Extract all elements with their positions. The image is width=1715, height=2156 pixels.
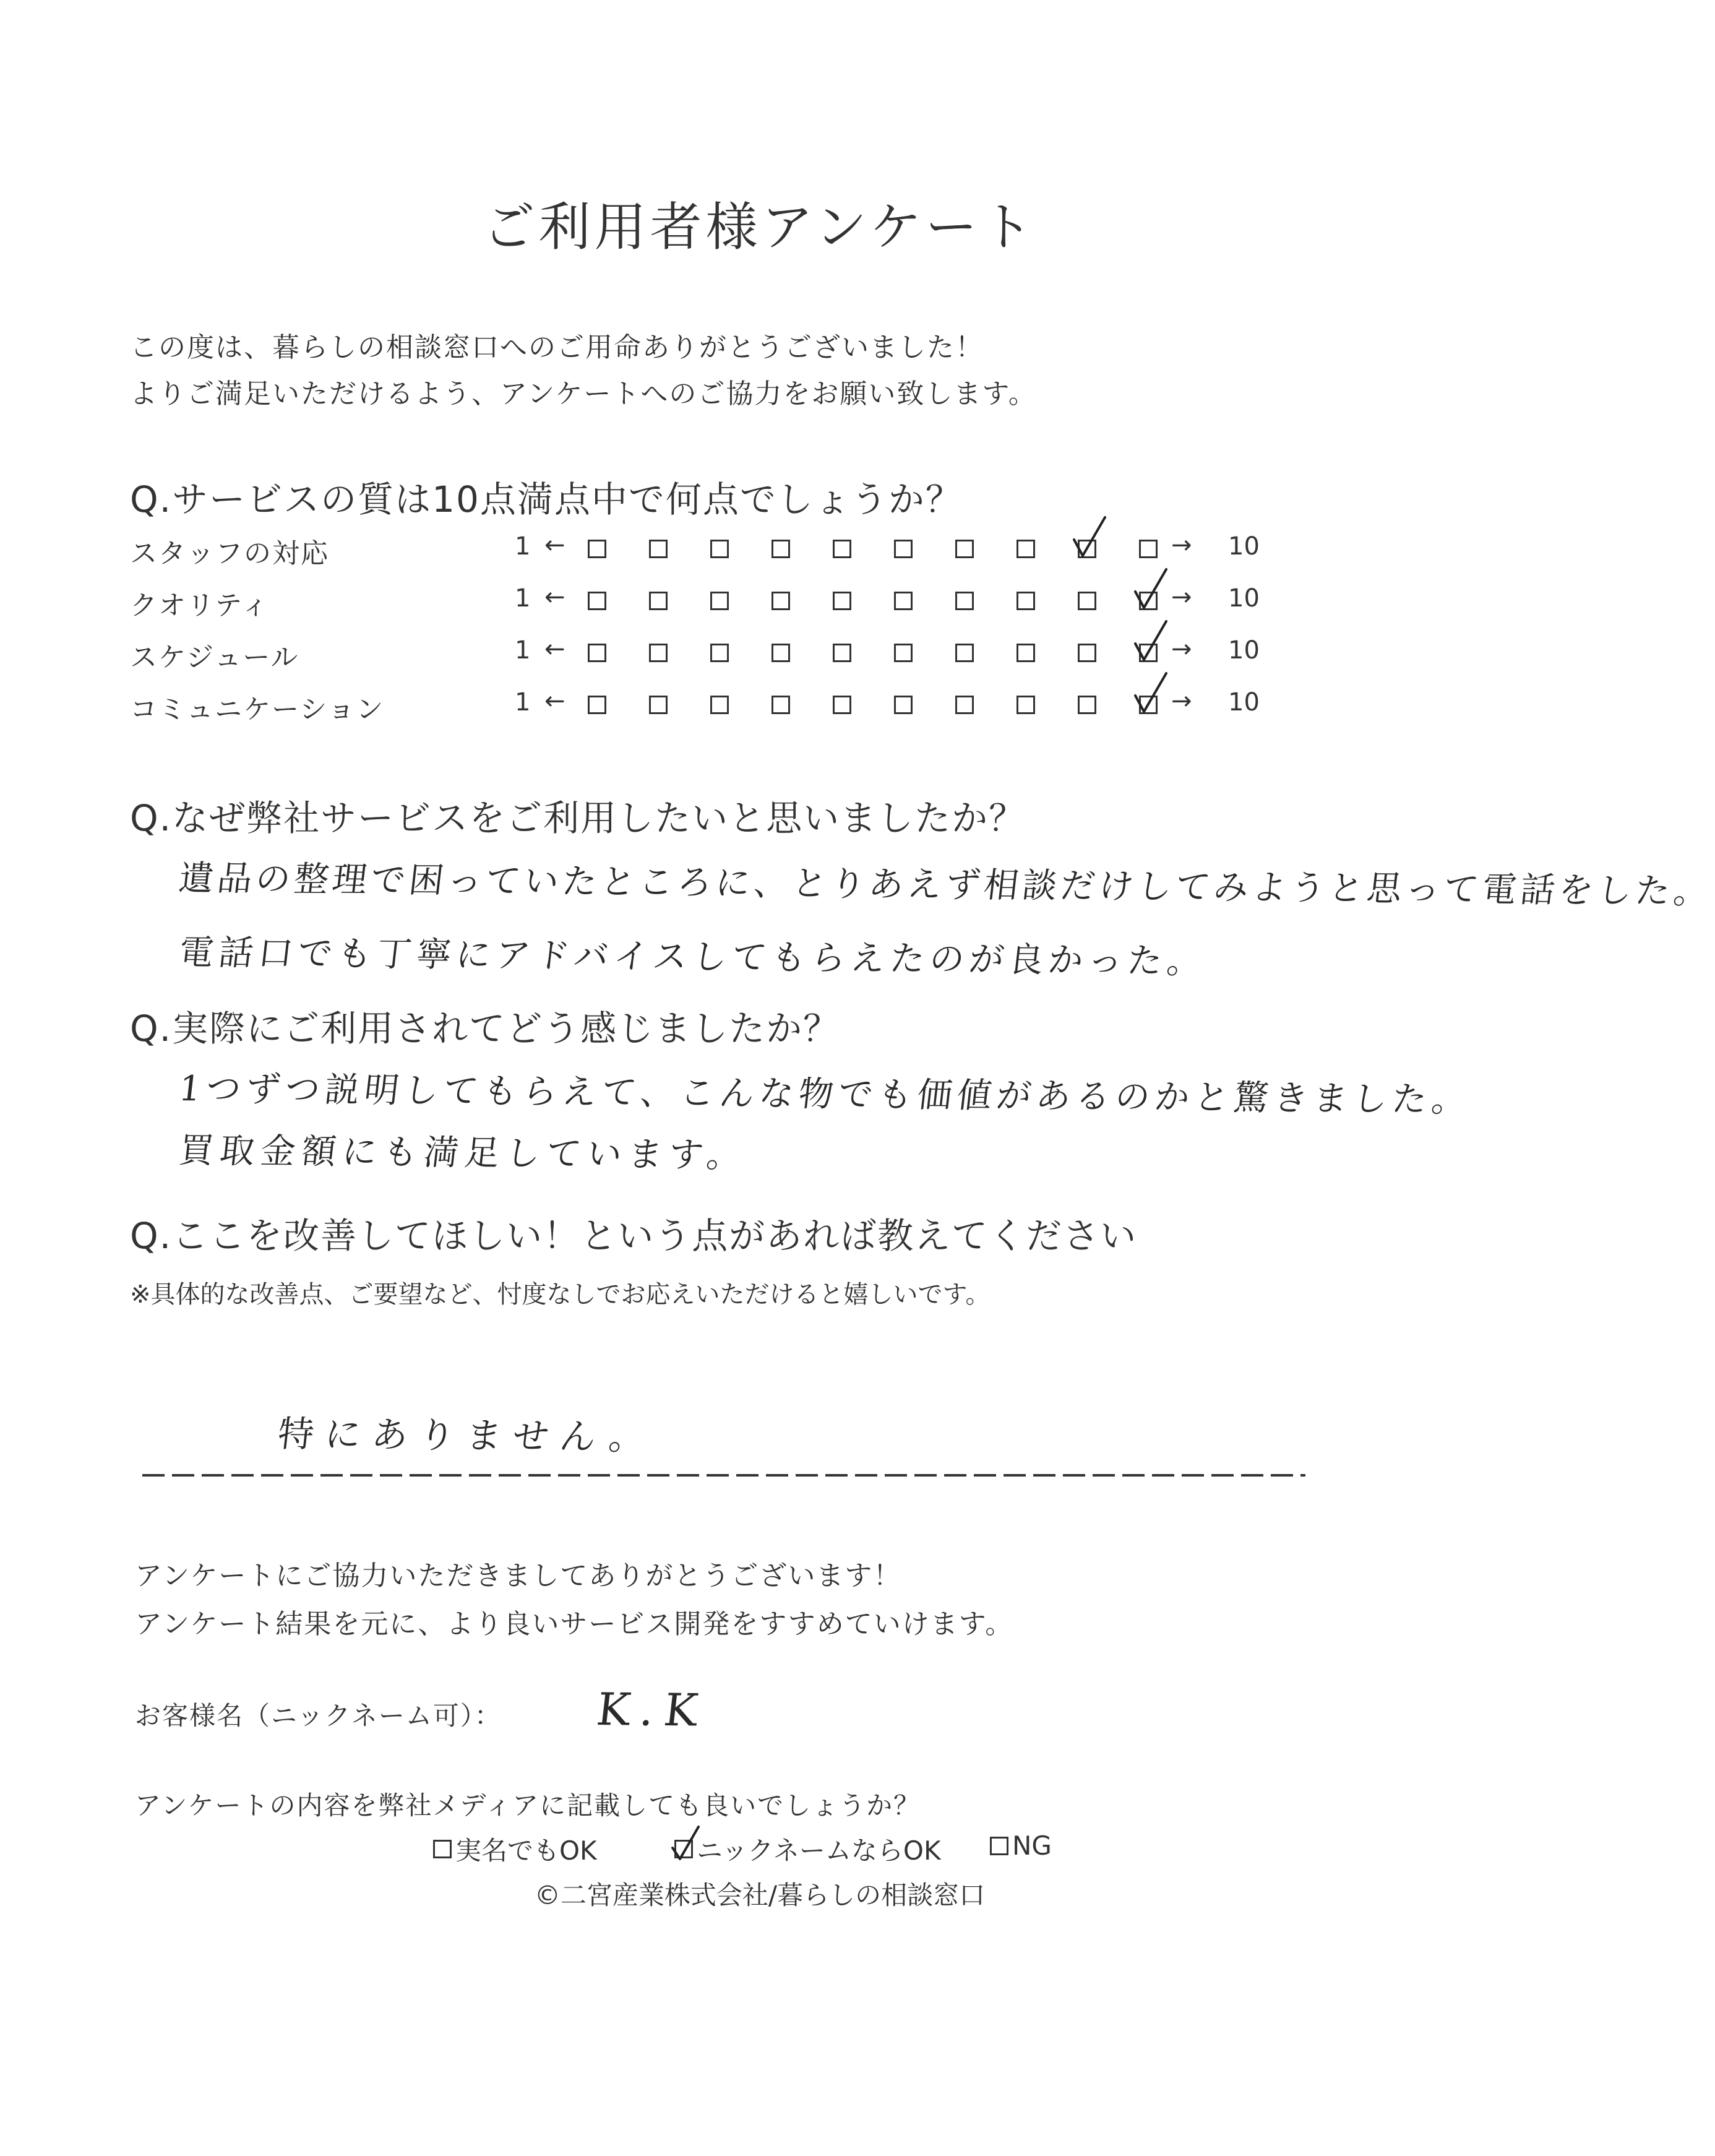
rating-checkbox[interactable] [833,592,851,610]
arrow-left-icon: ← [544,635,565,663]
checkmark-icon [1070,515,1107,558]
rating-checkbox[interactable] [588,540,606,558]
consent-option-label: ニックネームならOK [697,1835,941,1866]
scale-max-label: 10 [1228,532,1260,561]
q4-note: ※具体的な改善点、ご要望など、忖度なしでお応えいただけると嬉しいです。 [130,1280,991,1309]
answer-underline [142,1474,1305,1477]
customer-name-label: お客様名（ニックネーム可）： [135,1701,502,1731]
rating-checkbox[interactable] [833,540,851,558]
rating-checkbox[interactable] [955,644,974,662]
q3-answer-line-1: 1つずつ説明してもらえて、こんな物でも価値があるのかと驚きました。 [176,1069,1474,1121]
rating-checkbox[interactable] [1078,592,1096,610]
rating-checkbox[interactable] [710,696,729,714]
checkmark-icon [1132,619,1169,662]
rating-checkbox[interactable] [772,696,790,714]
checkmark-icon [1132,567,1169,610]
scale-min-label: 1 [515,532,531,561]
q3-answer-line-2: 買取金額にも満足しています。 [176,1131,750,1176]
thanks-line-2: アンケート結果を元に、より良いサービス開発をすすめていけます。 [135,1608,1014,1640]
checkbox-icon[interactable] [674,1840,693,1858]
rating-row-label: クオリティ [130,590,270,621]
rating-checkbox[interactable] [1139,540,1158,558]
rating-checkbox[interactable] [955,696,974,714]
arrow-right-icon: → [1171,531,1192,559]
q2-answer-line-1: 遺品の整理で困っていたところに、とりあえず相談だけしてみようと思って電話をした。 [176,858,1714,912]
arrow-left-icon: ← [544,687,565,715]
rating-checkbox[interactable] [772,644,790,662]
checkmark-icon [670,1826,701,1863]
arrow-right-icon: → [1171,583,1192,611]
scale-min-label: 1 [515,688,531,717]
rating-question: Q.サービスの質は10点満点中で何点でしょうか？ [130,478,963,520]
rating-checkbox[interactable] [833,644,851,662]
rating-checkbox[interactable] [1078,696,1096,714]
rating-row-label: スケジュール [130,642,299,673]
rating-checkbox[interactable] [649,592,668,610]
arrow-right-icon: → [1171,687,1192,715]
rating-checkbox[interactable] [772,592,790,610]
rating-checkbox[interactable] [1017,592,1035,610]
rating-checkbox[interactable] [1017,540,1035,558]
checkmark-icon [1132,671,1169,714]
consent-option-ng[interactable] [990,1830,1052,1861]
scale-max-label: 10 [1228,688,1260,717]
rating-checkbox[interactable] [894,592,913,610]
rating-checkbox[interactable] [649,540,668,558]
intro-line-2: よりご満足いただけるよう、アンケートへのご協力をお願い致します。 [130,378,1037,410]
consent-option-real-name[interactable] [433,1830,597,1868]
rating-checkbox[interactable] [833,696,851,714]
intro-line-1: この度は、暮らしの相談窓口へのご用命ありがとうございました！ [130,332,984,363]
arrow-left-icon: ← [544,583,565,611]
checkbox-icon[interactable] [990,1837,1008,1855]
rating-row-label: スタッフの対応 [130,538,329,569]
rating-checkbox[interactable] [955,592,974,610]
consent-option-label: 実名でもOK [455,1835,597,1866]
customer-name-value: K.K [594,1683,711,1736]
rating-checkbox[interactable] [894,644,913,662]
q4-answer: 特にありません。 [275,1413,659,1459]
arrow-right-icon: → [1171,635,1192,663]
consent-option-label: NG [1012,1830,1052,1861]
rating-checkbox[interactable] [710,592,729,610]
scale-max-label: 10 [1228,636,1260,665]
rating-checkbox[interactable] [710,540,729,558]
rating-checkbox[interactable] [772,540,790,558]
rating-checkbox[interactable] [955,540,974,558]
rating-checkbox[interactable] [588,592,606,610]
rating-checkbox[interactable] [894,540,913,558]
consent-question: アンケートの内容を弊社メディアに記載しても良いでしょうか？ [135,1790,921,1821]
scale-min-label: 1 [515,584,531,613]
q4-question: Q.ここを改善してほしい！という点があれば教えてください [130,1215,1138,1257]
rating-checkbox[interactable] [588,696,606,714]
q3-question: Q.実際にご利用されてどう感じましたか？ [130,1007,841,1050]
rating-checkbox[interactable] [894,696,913,714]
rating-checkbox[interactable] [649,644,668,662]
page-title: ご利用者様アンケート [483,197,1037,257]
consent-option-nickname[interactable] [674,1830,941,1868]
rating-checkbox[interactable] [1078,644,1096,662]
q2-question: Q.なぜ弊社サービスをご利用したいと思いましたか？ [130,797,1026,839]
copyright: ©二宮産業株式会社/暮らしの相談窓口 [534,1880,986,1910]
scale-max-label: 10 [1228,584,1260,613]
rating-checkbox[interactable] [649,696,668,714]
scale-min-label: 1 [515,636,531,665]
arrow-left-icon: ← [544,531,565,559]
q2-answer-line-2: 電話口でも丁寧にアドバイスしてもらえたのが良かった。 [176,933,1209,982]
thanks-line-1: アンケートにご協力いただきましてありがとうございます！ [135,1560,902,1592]
checkbox-icon[interactable] [433,1840,452,1858]
rating-checkbox[interactable] [710,644,729,662]
rating-checkbox[interactable] [1017,644,1035,662]
rating-row-label: コミュニケーション [130,694,385,725]
rating-checkbox[interactable] [588,644,606,662]
rating-checkbox[interactable] [1017,696,1035,714]
